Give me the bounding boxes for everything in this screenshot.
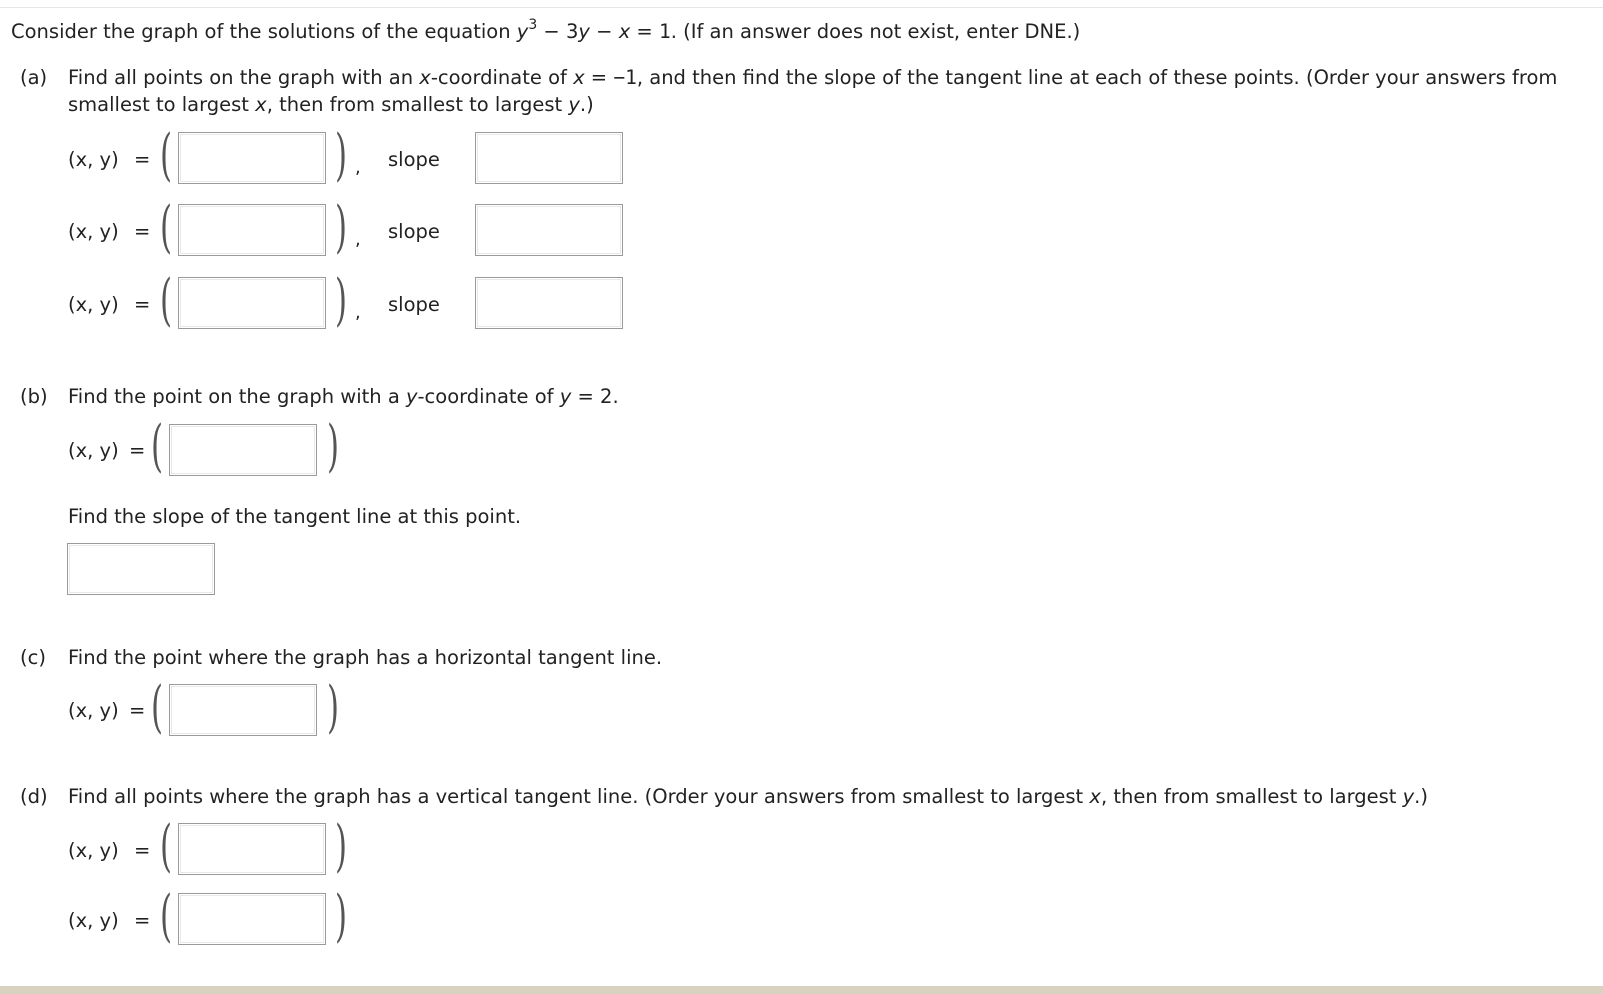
eq-constant: 1	[658, 20, 671, 43]
equation	[516, 17, 671, 43]
text: Find all points on the graph with an	[68, 66, 420, 89]
equals-sign: =	[129, 439, 146, 462]
part-a-point-2-input[interactable]	[178, 204, 326, 256]
var-y: y	[568, 93, 580, 116]
equals-sign: =	[134, 293, 151, 316]
var-x: x	[1089, 785, 1101, 808]
intro-text: Consider the graph of the solutions of the equation	[11, 20, 517, 43]
comma: ,	[355, 229, 361, 250]
var-y: y	[405, 385, 418, 408]
part-b-slope-input[interactable]	[67, 543, 215, 595]
text: smallest to largest	[68, 93, 256, 116]
right-paren: )	[335, 195, 348, 260]
text: .)	[579, 93, 594, 116]
text: .)	[1414, 785, 1428, 808]
part-a-label: (a)	[20, 66, 48, 89]
part-b-slope-prompt: Find the slope of the tangent line at this point.	[68, 505, 522, 528]
right-paren: )	[335, 884, 348, 949]
eq-var-y: y	[578, 20, 590, 43]
left-paren: (	[160, 123, 173, 188]
right-paren: )	[327, 675, 340, 740]
xy-label: (x, y)	[68, 220, 119, 243]
text: = 2.	[571, 385, 619, 408]
part-b-text	[68, 385, 619, 408]
part-d-point-2-input[interactable]	[178, 893, 326, 945]
value-neg-one: −1	[613, 66, 637, 89]
equals-sign: =	[134, 220, 151, 243]
part-a-slope-3-input[interactable]	[475, 277, 623, 329]
xy-label: (x, y)	[68, 148, 119, 171]
slope-label: slope	[388, 148, 440, 171]
top-divider	[0, 7, 1603, 8]
right-paren: )	[335, 123, 348, 188]
equals-sign: =	[134, 909, 151, 932]
eq-part: −	[589, 20, 619, 43]
part-d-label: (d)	[20, 785, 48, 808]
text: Find the point on the graph with a	[68, 385, 406, 408]
eq-part: =	[630, 20, 659, 43]
right-paren: )	[327, 414, 340, 479]
text: , and then find the slope of the tangent line at each of these points. (Order your answers from	[636, 66, 1558, 89]
left-paren: (	[160, 814, 173, 879]
eq-part: − 3	[537, 20, 579, 43]
xy-label: (x, y)	[68, 439, 119, 462]
left-paren: (	[160, 884, 173, 949]
eq-exponent: 3	[528, 17, 538, 33]
left-paren: (	[151, 675, 164, 740]
question-intro	[11, 17, 1081, 43]
text: , then from smallest to largest	[1100, 785, 1403, 808]
text: =	[584, 66, 614, 89]
var-x: x	[419, 66, 431, 89]
text: , then from smallest to largest	[266, 93, 569, 116]
part-b-label: (b)	[20, 385, 48, 408]
part-a-slope-2-input[interactable]	[475, 204, 623, 256]
intro-instructions: . (If an answer does not exist, enter DNE.)	[670, 20, 1081, 43]
part-a-slope-1-input[interactable]	[475, 132, 623, 184]
xy-label: (x, y)	[68, 293, 119, 316]
part-d-text	[68, 785, 1428, 808]
part-a-point-1-input[interactable]	[178, 132, 326, 184]
text: -coordinate of	[430, 66, 574, 89]
bottom-scroll-bar	[0, 986, 1603, 994]
text: Find all points where the graph has a vertical tangent line. (Order your answers from smallest to largest	[68, 785, 1090, 808]
right-paren: )	[335, 268, 348, 333]
xy-label: (x, y)	[68, 839, 119, 862]
var-y: y	[559, 385, 572, 408]
text: -coordinate of	[417, 385, 560, 408]
left-paren: (	[160, 195, 173, 260]
eq-var-x: x	[618, 20, 631, 43]
eq-var-y: y	[516, 20, 529, 43]
part-a-point-3-input[interactable]	[178, 277, 326, 329]
var-x: x	[573, 66, 585, 89]
part-b-point-input[interactable]	[169, 424, 317, 476]
part-c-label: (c)	[20, 646, 46, 669]
part-a-text-line1	[68, 66, 1557, 89]
part-a-text-line2	[68, 93, 594, 116]
comma: ,	[355, 302, 361, 323]
var-x: x	[255, 93, 267, 116]
slope-label: slope	[388, 220, 440, 243]
part-c-point-input[interactable]	[169, 684, 317, 736]
var-y: y	[1402, 785, 1415, 808]
right-paren: )	[335, 814, 348, 879]
comma: ,	[355, 157, 361, 178]
xy-label: (x, y)	[68, 699, 119, 722]
equals-sign: =	[129, 699, 146, 722]
slope-label: slope	[388, 293, 440, 316]
left-paren: (	[160, 268, 173, 333]
equals-sign: =	[134, 839, 151, 862]
xy-label: (x, y)	[68, 909, 119, 932]
part-c-text: Find the point where the graph has a horizontal tangent line.	[68, 646, 663, 669]
left-paren: (	[151, 414, 164, 479]
equals-sign: =	[134, 148, 151, 171]
part-d-point-1-input[interactable]	[178, 823, 326, 875]
